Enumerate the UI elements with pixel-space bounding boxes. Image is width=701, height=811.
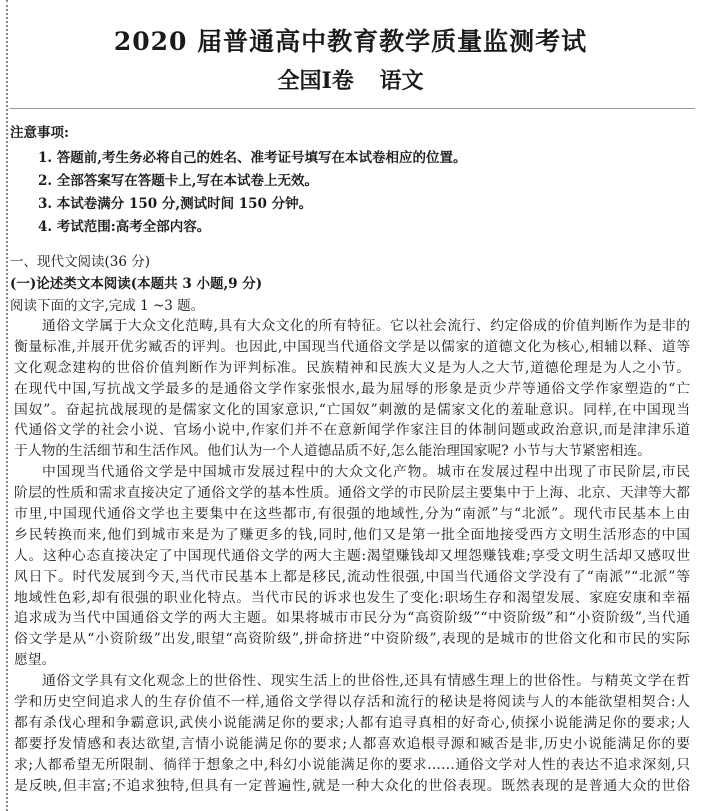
passage-line: 中国现当代通俗文学是中国城市发展过程中的大众文化产物。城市在发展过程中出现了市民阶层,市民	[42, 464, 690, 481]
passage-line: 追求成为当代中国通俗文学的两大主题。如果将城市市民分为“高资阶级”“中资阶级”和“小资阶级”,当代通	[14, 610, 690, 627]
note-item: 3. 本试卷满分 150 分,测试时间 150 分钟。	[38, 196, 313, 212]
notes-heading: 注意事项:	[10, 125, 69, 141]
note-item: 2. 全部答案写在答题卡上,写在本试卷上无效。	[38, 173, 318, 189]
passage-line: 衡量标准,并展开优劣臧否的评判。也因此,中国现当代通俗文学是以儒家的道德文化为核心,相辅以释、道等	[14, 338, 690, 355]
passage-line: 都有杀伐心理和争霸意识,武侠小说能满足你的要求;人都有追寻真相的好奇心,侦探小说能满足你的要求;人	[14, 714, 690, 731]
section-heading: 一、现代文阅读(36 分)	[10, 254, 151, 270]
note-item: 1. 答题前,考生务必将自己的姓名、准考证号填写在本试卷相应的位置。	[38, 150, 467, 166]
passage-line: 求;人都希望无所限制、徜徉于想象之中,科幻小说能满足你的要求……通俗文学对人性的表达不追求深刻,只	[14, 756, 690, 773]
exam-title: 2020 届普通高中教育教学质量监测考试	[113, 27, 588, 56]
passage-line: 市里,中国现代通俗文学也主要集中在这些都市,有很强的地域性,分为“南派”与“北派”。现代市民基本上由	[14, 506, 690, 523]
passage-line: 地域性色彩,却有很强的职业化特点。当代市民的诉求也发生了变化:职场生存和渴望发展、家庭安康和幸福	[14, 589, 690, 606]
passage-line: 风日下。时代发展到今天,当代市民基本上都是移民,流动性很强,中国当代通俗文学没有了“南派”“北派”等	[14, 568, 690, 585]
passage-line: 阶层的性质和需求直接决定了通俗文学的基本性质。通俗文学的市民阶层主要集中于上海、北京、天津等大都	[14, 485, 690, 502]
notes-section	[10, 121, 467, 239]
passage-line: 代通俗文学的社会小说、官场小说中,作家们并不在意新闻学作家注目的体制问题或政治意识,而是津津乐道	[14, 422, 690, 439]
passage-line: 人。这种心态直接决定了中国现代通俗文学的两大主题:渴望赚钱却又埋怨赚钱难;享受文明生活却又感叹世	[14, 547, 690, 564]
passage-line: 通俗文学具有文化观念上的世俗性、现实生活上的世俗性,还具有情感生理上的世俗性。与精英文学在哲	[42, 673, 690, 690]
passage-line: 都要抒发情感和表达欲望,言情小说能满足你的要求;人都喜欢追根寻源和臧否是非,历史小说能满足你的要	[14, 735, 690, 752]
passage-line: 国奴”。奋起抗战展现的是儒家文化的国家意识,“亡国奴”刺激的是儒家文化的羞耻意识。同样,在中国现当	[14, 401, 690, 418]
passage-line: 文化观念建构的世俗价值判断作为评判标准。民族精神和民族大义是为人之大节,道德伦理是为人之小节。	[14, 359, 690, 376]
passage-line: 通俗文学属于大众文化范畴,具有大众文化的所有特征。它以社会流行、约定俗成的价值判断作为是非的	[42, 318, 690, 334]
passage	[14, 316, 690, 796]
passage-line: 俗文学是从“小资阶级”出发,眼望“高资阶级”,拼命挤进“中资阶级”,表现的是城市的世俗文化和市民的实际	[14, 631, 690, 648]
passage-line: 于人物的生活细节和生活作风。他们认为一个人道德品质不好,怎么能治理国家呢? 小节与大节紧密相连。	[14, 443, 652, 460]
passage-line: 学和历史空间追求人的生存价值不一样,通俗文学得以存活和流行的秘诀是将阅读与人的本能欲望相契合:人	[14, 694, 690, 711]
section-subheading: (一)论述类文本阅读(本题共 3 小题,9 分)	[10, 276, 263, 292]
passage-line: 是反映,但丰富;不追求独特,但具有一定普遍性,就是一种大众化的世俗表现。既然表现的是普通大众的世俗	[14, 777, 690, 794]
passage-line: 乡民转换而来,他们到城市来是为了赚更多的钱,同时,他们又是第一批全面地接受西方文明生活形态的中国	[14, 526, 690, 543]
reading-instruction: 阅读下面的文字,完成 1 ~3 题。	[10, 298, 205, 314]
note-item: 4. 考试范围:高考全部内容。	[38, 219, 211, 235]
exam-subtitle: 全国Ⅰ卷 语文	[277, 68, 424, 94]
binding-line	[0, 0, 8, 811]
passage-line: 在现代中国,写抗战文学最多的是通俗文学作家张恨水,最为屈辱的形象是贡少芹等通俗文学作家塑造的“亡	[14, 380, 690, 397]
divider	[10, 108, 695, 109]
passage-line: 愿望。	[14, 652, 56, 669]
